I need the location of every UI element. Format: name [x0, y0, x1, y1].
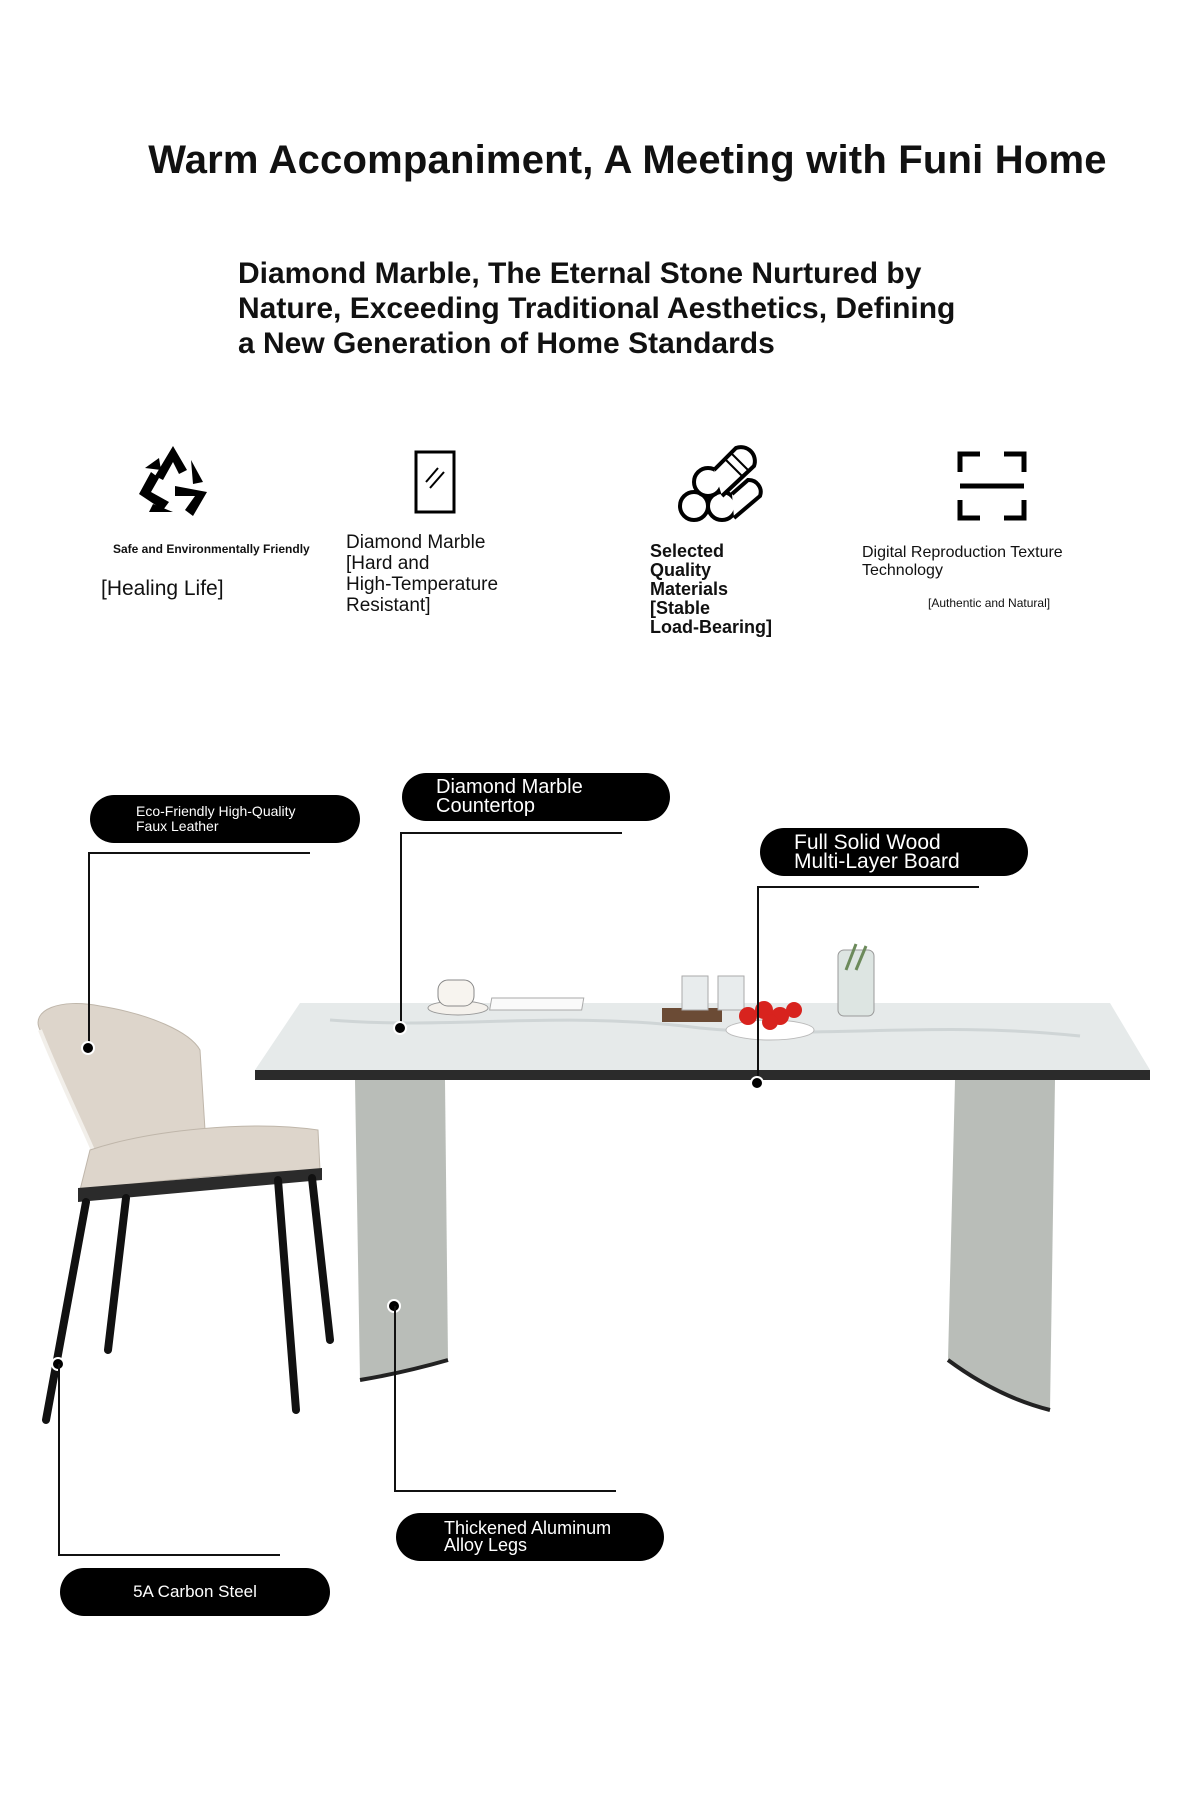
glass-panel-icon — [414, 450, 456, 514]
page-title: Warm Accompaniment, A Meeting with Funi Home — [148, 138, 1107, 182]
callout-leather — [90, 795, 360, 843]
feature-line: [Stable — [650, 598, 711, 618]
feature-eco — [95, 440, 355, 620]
callout-board — [760, 828, 1028, 876]
page-subtitle — [238, 256, 998, 361]
callout-countertop-line: Diamond Marble — [436, 776, 583, 798]
callout-board-line: Multi-Layer Board — [794, 850, 960, 873]
leader-leather-h — [88, 852, 310, 854]
feature-materials — [640, 440, 840, 640]
feature-line: Technology — [862, 562, 943, 579]
callout-leather-line: Faux Leather — [136, 818, 219, 834]
feature-eco-caption: Safe and Environmentally Friendly — [113, 542, 310, 556]
leader-board-v — [757, 886, 759, 1083]
recycle-icon — [133, 440, 213, 520]
feature-line: Load-Bearing] — [650, 617, 773, 637]
leader-countertop-h — [400, 832, 622, 834]
feature-line: Selected — [650, 541, 725, 561]
marker-board — [750, 1076, 764, 1090]
wood-logs-icon — [674, 440, 764, 526]
callout-legs-line: Thickened Aluminum — [444, 1518, 612, 1538]
feature-texture-text — [862, 544, 1063, 580]
feature-line: Materials — [650, 579, 729, 599]
callout-legs — [396, 1513, 664, 1561]
leader-steel-v — [58, 1364, 60, 1554]
callout-leather-line: Eco-Friendly High-Quality — [136, 803, 296, 819]
subtitle-line: Diamond Marble, The Eternal Stone Nurtured by — [238, 257, 922, 290]
feature-line: Quality — [650, 560, 712, 580]
product-illustration — [0, 940, 1200, 1440]
table-leg-left — [355, 1080, 448, 1380]
callout-countertop — [402, 773, 670, 821]
subtitle-line: Nature, Exceeding Traditional Aesthetics, Defining — [238, 292, 956, 325]
table-leg-right — [948, 1080, 1055, 1410]
feature-marble — [340, 450, 580, 630]
feature-materials-text — [650, 542, 772, 637]
feature-line: Diamond Marble — [346, 532, 486, 553]
marker-leather — [81, 1041, 95, 1055]
marker-countertop — [393, 1021, 407, 1035]
callout-board-line: Full Solid Wood — [794, 831, 941, 854]
feature-eco-label: [Healing Life] — [101, 577, 224, 600]
feature-marble-text — [346, 532, 498, 616]
leader-legs-v — [394, 1306, 396, 1490]
leader-steel-h — [58, 1554, 280, 1556]
feature-line: Resistant] — [346, 595, 431, 616]
callout-steel-line: 5A Carbon Steel — [133, 1582, 257, 1601]
leader-countertop-v — [400, 832, 402, 1028]
feature-line: Digital Reproduction Texture — [862, 544, 1063, 561]
feature-line: High-Temperature — [346, 574, 499, 595]
leader-leather-v — [88, 852, 90, 1048]
subtitle-line: a New Generation of Home Standards — [238, 327, 775, 360]
callout-countertop-line: Countertop — [436, 795, 535, 817]
callout-legs-line: Alloy Legs — [444, 1535, 528, 1555]
scan-frame-icon — [956, 450, 1028, 522]
feature-texture — [860, 450, 1160, 630]
leader-board-h — [757, 886, 979, 888]
leader-legs-h — [394, 1490, 616, 1492]
callout-steel — [60, 1568, 330, 1616]
feature-line: [Hard and — [346, 553, 430, 574]
feature-texture-caption: [Authentic and Natural] — [928, 596, 1051, 610]
